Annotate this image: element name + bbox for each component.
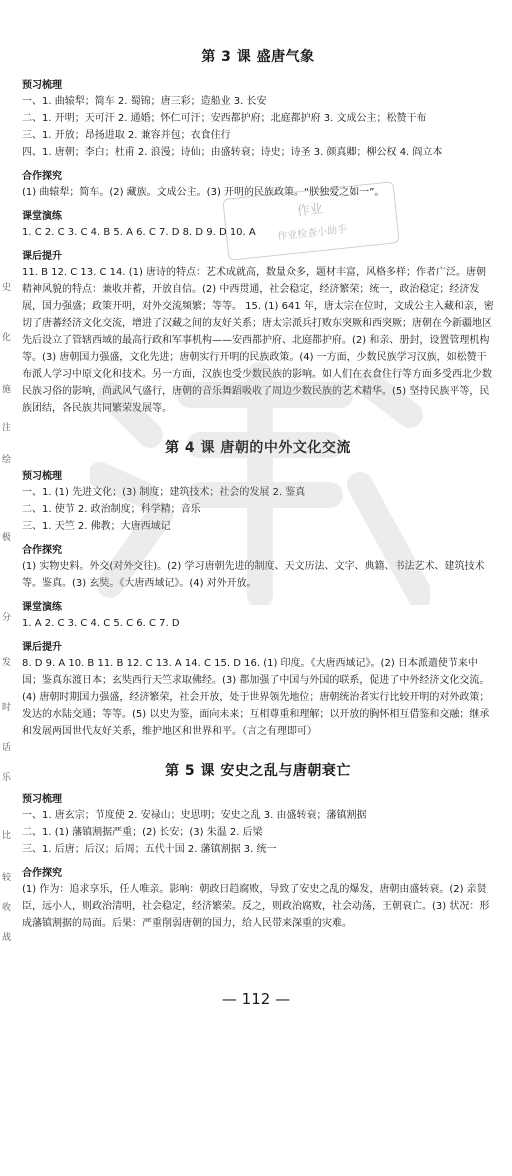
edge-char: 史 — [2, 283, 12, 293]
answer-line: (1) 作为：追求享乐，任人唯亲。影响：朝政日趋腐败，导致了安史之乱的爆发，唐朝由盛转衰。(2) 亲贤臣，远小人，则政治清明，社会稳定，经济繁荣。反之，则政治腐败，社会动荡，王朝衰亡。(3) 状况：形成藩镇割据的局面。后果：严重削弱唐朝的国力，给人民带来深重的灾难。 — [22, 884, 490, 929]
answer-line: 一、1. 曲辕犁；简车 2. 蜀锦；唐三彩；造船业 3. 长安 — [22, 96, 267, 107]
edge-char: 较 — [2, 873, 12, 883]
edge-char: 乐 — [2, 773, 12, 783]
stamp-line-1: 作业 — [296, 201, 324, 220]
edge-char: 绘 — [2, 455, 12, 465]
edge-char: 比 — [2, 831, 12, 841]
answer-line: (1) 曲辕犁；简车。(2) 藏族。文成公主。(3) 开明的民族政策。“朕独爱之如一”。 — [22, 187, 385, 198]
answer-line: 二、1. 开明；天可汗 2. 通婚；怀仁可汗；安西都护府；北庭都护府 3. 文成公主；松赞干布 — [22, 113, 427, 124]
section-label: 预习梳理 — [22, 80, 62, 91]
answer-line: 二、1. 使节 2. 政治制度；科学精；音乐 — [22, 504, 201, 515]
edge-char: 发 — [2, 658, 12, 668]
answer-line: 1. C 2. C 3. C 4. B 5. A 6. C 7. D 8. D 9. D 10. A — [22, 227, 256, 238]
answer-line: 三、1. 开放；昂扬进取 2. 兼容并包；衣食住行 — [22, 130, 231, 141]
lesson-gap — [22, 746, 494, 760]
edge-char: 收 — [2, 903, 12, 913]
answer-section — [22, 864, 494, 932]
section-label: 合作探究 — [22, 545, 62, 556]
edge-char: 注 — [2, 423, 12, 433]
watermark-graphic — [90, 355, 430, 605]
section-label: 预习梳理 — [22, 471, 62, 482]
edge-char: 化 — [2, 333, 12, 343]
answer-line: 一、1. (1) 先进文化；(3) 制度；建筑技术；社会的发展 2. 鉴真 — [22, 487, 306, 498]
lesson-title: 第 3 课 盛唐气象 — [201, 49, 315, 65]
answer-line: (1) 实物史料。外交(对外交往)。(2) 学习唐朝先进的制度、天文历法、文字、典籍、书法艺术、建筑技术等。鉴真。(3) 玄奘。《大唐西域记》。(4) 对外开放。 — [22, 561, 485, 589]
edge-char: 话 — [2, 743, 12, 753]
answer-line: 11. B 12. C 13. C 14. (1) 唐诗的特点：艺术成就高，数量众多，题材丰富，风格多样；作者广泛。唐朝精神风貌的特点：兼收并蓄，开放自信。(2) 中西贯通，社会稳定，经济繁荣；统一，政治稳定；经济发展，国力强盛；政策开明，对外交流频繁；等等。 15. (1) 641 年，唐太宗在位时，文成公主入藏和亲，密切了唐蕃经济文化交流，增进了汉藏之间的友好关系；唐太宗派兵打败东突厥和西突厥；唐朝在今新疆地区先后设立了管辖西域的最高行政和军事机构——安西都护府、北庭都护府。(2) 和亲、册封，设置管理机构等。(3) 唐朝国力强盛，文化先进；唐朝实行开明的民族政策。(4) 一方面，少数民族学习汉族，如松赞干布派人学习中原文化和技术。另一方面，汉族也受少数民族的影响。如人们在衣食住行等方面多受西北少数民族习俗的影响，尚武风气盛行，唐朝的音乐舞蹈吸收了周边少数民族的艺术精华。(5) 坚持民族平等，民族团结，各民族共同繁荣发展等。 — [22, 267, 494, 414]
section-label: 课堂演练 — [22, 602, 62, 613]
page-number: — 112 — — [221, 990, 291, 1008]
section-label: 预习梳理 — [22, 794, 62, 805]
edge-char: 时 — [2, 703, 12, 713]
answer-line: 1. A 2. C 3. C 4. C 5. C 6. C 7. D — [22, 618, 180, 629]
stamp-line-2: 作业检查小助手 — [276, 224, 348, 243]
edge-char: 极 — [2, 533, 12, 543]
answer-line: 四、1. 唐朝；李白；杜甫 2. 浪漫；诗仙；由盛转衰；诗史；诗圣 3. 颜真卿；柳公权 4. 阎立本 — [22, 147, 443, 158]
edge-char: 施 — [2, 385, 12, 395]
answer-line: 三、1. 天竺 2. 佛教；大唐西域记 — [22, 521, 171, 532]
answer-line: 一、1. 唐玄宗；节度使 2. 安禄山；史思明；安史之乱 3. 由盛转衰；藩镇割据 — [22, 810, 367, 821]
edge-char: 分 — [2, 613, 12, 623]
answer-line: 三、1. 后唐；后汉；后周；五代十国 2. 藩镇割据 3. 统一 — [22, 844, 277, 855]
answer-line: 8. D 9. A 10. B 11. B 12. C 13. A 14. C 15. D 16. (1) 印度。《大唐西域记》。(2) 日本派遣使节来中国；鉴真东渡日本；玄奘西行天竺求取佛经。(3) 都加强了中国与外国的联系，促进了中外经济文化交流。(4) 唐朝时期国力强盛，经济繁荣，社会开放，处于世界领先地位；唐朝统治者实行比较开明的对外政策；发达的水陆交通；等等。(5) 以史为鉴，面向未来；互相尊重和理解；以开放的胸怀相互借鉴和交融；继承和发展两国世代友好关系，维护地区和世界和平。（言之有理即可） — [22, 658, 490, 737]
lesson-title: 第 4 课 唐朝的中外文化交流 — [165, 440, 351, 456]
section-label: 课后提升 — [22, 251, 62, 262]
section-label: 合作探究 — [22, 171, 62, 182]
section-label: 课堂演练 — [22, 211, 62, 222]
section-label: 合作探究 — [22, 868, 62, 879]
answer-section — [22, 76, 494, 161]
edge-char: 战 — [2, 933, 12, 943]
answer-section — [22, 790, 494, 858]
answer-section — [22, 638, 494, 740]
lesson-title: 第 5 课 安史之乱与唐朝衰亡 — [165, 763, 351, 779]
section-label: 课后提升 — [22, 642, 62, 653]
answer-line: 二、1. (1) 藩镇割据严重；(2) 长安；(3) 朱温 2. 后梁 — [22, 827, 263, 838]
